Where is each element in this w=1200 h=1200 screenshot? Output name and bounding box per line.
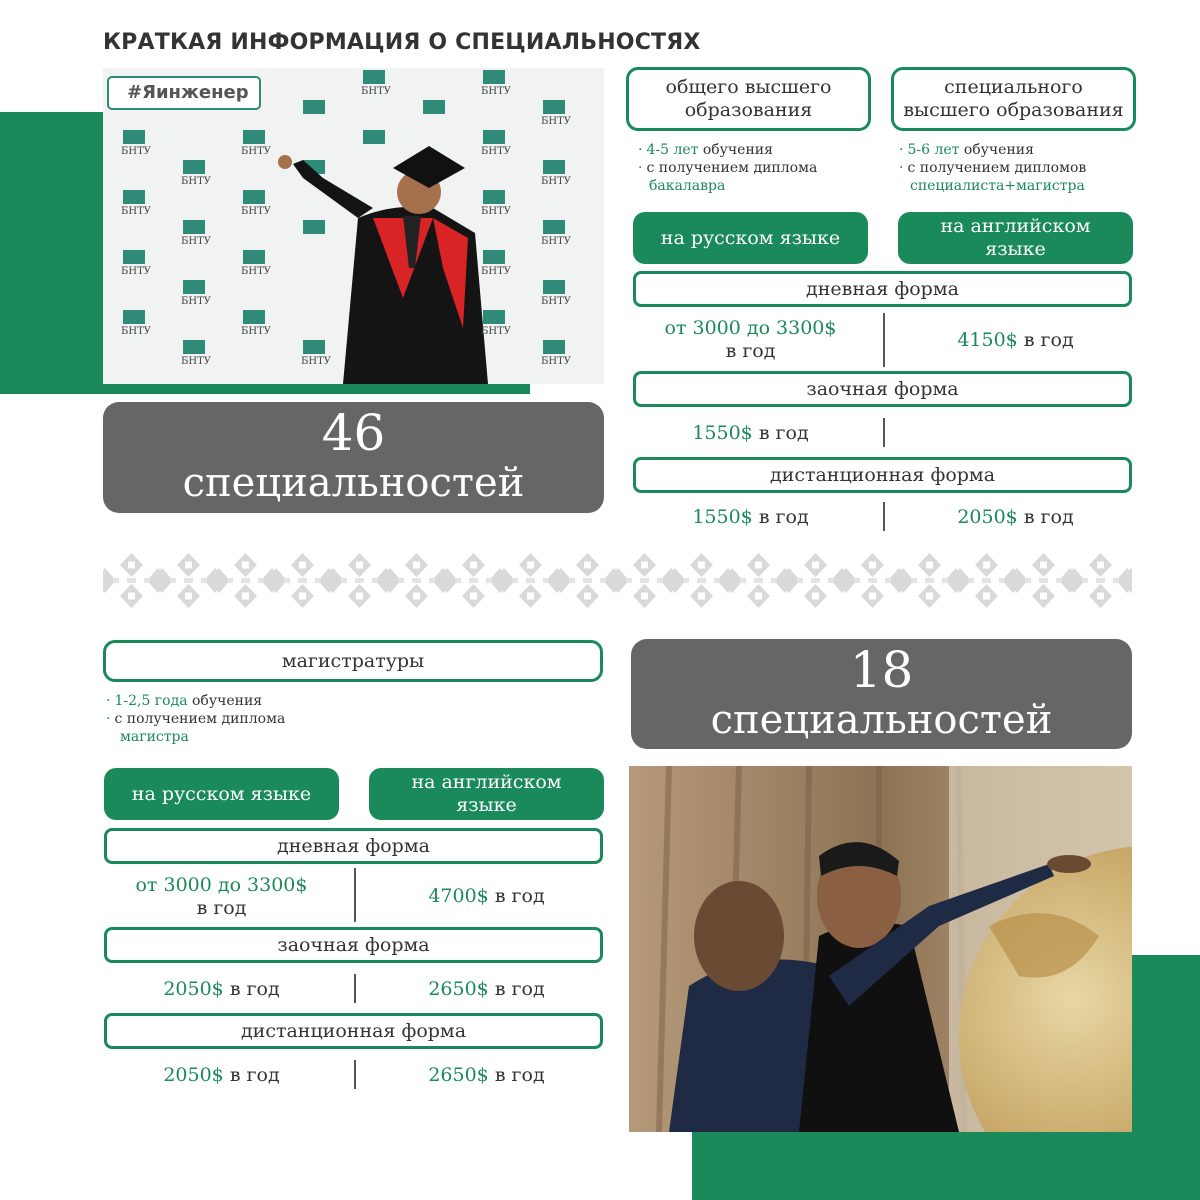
bntu-logo-text: БНТУ — [541, 116, 571, 127]
bntu-logo-text: БНТУ — [181, 176, 211, 187]
master-diploma-line — [106, 710, 406, 728]
bntu-logo-text: БНТУ — [121, 326, 151, 337]
decor-green-right — [1132, 955, 1200, 1200]
master-lang-en — [369, 768, 604, 820]
master-distance-ru-amount: 2050$ — [163, 1064, 224, 1086]
special-bullets — [899, 141, 1134, 196]
master-degree: магистра — [120, 729, 189, 746]
master-years: 1-2,5 года — [114, 693, 188, 709]
master-count: 18 — [849, 641, 914, 699]
master-distance-divider — [354, 1060, 356, 1089]
master-distance-en-suffix: в год — [488, 1064, 545, 1086]
bntu-logo-text: БНТУ — [361, 86, 391, 97]
master-extramural-ru-amount: 2050$ — [163, 978, 224, 1000]
bntu-logo-text: БНТУ — [481, 206, 511, 217]
master-day-ru-amount: от 3000 до 3300$ — [135, 874, 308, 896]
general-diploma: с получением диплома — [646, 160, 818, 177]
bntu-logo-text: БНТУ — [481, 146, 511, 157]
bntu-logo-text: БНТУ — [301, 356, 331, 367]
master-day-form-label: дневная форма — [277, 835, 430, 857]
students-globe-photo — [629, 766, 1132, 1132]
bachelor-day-ru-amount: от 3000 до 3300$ — [664, 317, 837, 339]
master-lang-en-label: на английском языке — [411, 771, 562, 816]
master-extramural-ru-price — [104, 978, 339, 1001]
bntu-logo-text: БНТУ — [481, 266, 511, 277]
bachelor-day-en-price — [898, 329, 1133, 352]
master-bullets — [106, 692, 406, 747]
bachelor-extramural-bar — [633, 371, 1132, 407]
bullet-dot-icon: · — [638, 160, 643, 177]
bullet-dot-icon: · — [106, 711, 111, 728]
bntu-logo-text: БНТУ — [481, 326, 511, 337]
master-years-suffix: обучения — [187, 693, 263, 709]
bntu-logo-text: БНТУ — [241, 206, 271, 217]
general-diploma-line — [638, 159, 873, 177]
special-degree: специалиста+магистра — [910, 178, 1085, 195]
bntu-logo-text: БНТУ — [541, 296, 571, 307]
general-higher-ed-label: общего высшего образования — [665, 76, 832, 121]
master-extramural-bar — [104, 927, 603, 963]
bachelor-lang-ru-label: на русском языке — [660, 226, 841, 249]
master-day-ru-price — [104, 874, 339, 920]
master-extramural-en-price — [369, 978, 604, 1001]
master-count-box — [631, 639, 1132, 749]
bullet-dot-icon: · — [638, 142, 643, 158]
bachelor-count-label: специальностей — [182, 460, 525, 506]
master-distance-ru-price — [104, 1064, 339, 1087]
bntu-logo-text: БНТУ — [241, 326, 271, 337]
special-years: 5-6 лет — [907, 142, 960, 158]
bachelor-distance-en-price — [898, 506, 1133, 529]
bachelor-distance-en-amount: 2050$ — [957, 506, 1018, 528]
graduate-photo — [103, 68, 604, 384]
bachelor-count-box — [103, 402, 604, 513]
master-extramural-en-suffix: в год — [488, 978, 545, 1000]
master-day-en-suffix: в год — [488, 885, 545, 907]
special-years-suffix: обучения — [959, 142, 1034, 158]
master-extramural-divider — [354, 974, 356, 1003]
master-count-label: специальностей — [710, 697, 1053, 743]
bachelor-count: 46 — [321, 404, 386, 462]
bachelor-distance-ru-suffix: в год — [752, 506, 809, 528]
bachelor-day-ru-price — [633, 317, 868, 363]
special-diploma-line — [899, 159, 1134, 177]
bachelor-extramural-ru-amount: 1550$ — [692, 422, 753, 444]
bachelor-distance-ru-price — [633, 506, 868, 529]
bachelor-extramural-label: заочная форма — [806, 378, 959, 400]
special-higher-ed-label: специального высшего образования — [903, 76, 1124, 121]
bntu-logo-text: БНТУ — [121, 206, 151, 217]
bntu-logo-text: БНТУ — [241, 146, 271, 157]
general-higher-ed-box — [626, 67, 871, 131]
decor-green-strip — [104, 384, 530, 394]
bntu-logo-text: БНТУ — [121, 266, 151, 277]
bullet-dot-icon: · — [106, 693, 111, 709]
bachelor-extramural-ru-suffix: в год — [752, 422, 809, 444]
bntu-logo-text: БНТУ — [541, 236, 571, 247]
bachelor-lang-en — [898, 212, 1133, 264]
bullet-dot-icon: · — [899, 160, 904, 177]
master-years-line — [106, 692, 406, 710]
bachelor-distance-en-suffix: в год — [1017, 506, 1074, 528]
special-years-line — [899, 141, 1134, 159]
general-years-line — [638, 141, 873, 159]
master-day-ru-suffix: в год — [196, 896, 247, 919]
bachelor-day-form-label: дневная форма — [806, 278, 959, 300]
bachelor-lang-ru — [633, 212, 868, 264]
master-extramural-label: заочная форма — [277, 934, 430, 956]
master-lang-ru-label: на русском языке — [131, 782, 312, 805]
bntu-logo-text: БНТУ — [181, 356, 211, 367]
master-box — [103, 640, 603, 682]
master-extramural-en-amount: 2650$ — [428, 978, 489, 1000]
general-years: 4-5 лет — [646, 142, 699, 158]
bullet-dot-icon: · — [899, 142, 904, 158]
master-distance-label: дистанционная форма — [240, 1020, 467, 1042]
master-extramural-ru-suffix: в год — [223, 978, 280, 1000]
bachelor-extramural-ru-price — [633, 422, 868, 445]
bachelor-day-divider — [883, 313, 885, 367]
master-lang-ru — [104, 768, 339, 820]
hashtag-label: #Яинженер — [127, 82, 249, 103]
page-title: КРАТКАЯ ИНФОРМАЦИЯ О СПЕЦИАЛЬНОСТЯХ — [103, 30, 701, 55]
master-label: магистратуры — [281, 649, 425, 672]
bntu-logo-text: БНТУ — [481, 86, 511, 97]
master-distance-en-price — [369, 1064, 604, 1087]
ornament-divider — [103, 551, 1132, 610]
general-degree: бакалавра — [649, 178, 726, 195]
bachelor-distance-label: дистанционная форма — [769, 464, 996, 486]
master-day-en-amount: 4700$ — [428, 885, 489, 907]
bachelor-distance-bar — [633, 457, 1132, 493]
general-years-suffix: обучения — [698, 142, 773, 158]
bachelor-day-en-suffix: в год — [1017, 329, 1074, 351]
general-bullets — [638, 141, 873, 196]
bntu-logo-text: БНТУ — [181, 236, 211, 247]
bachelor-day-en-amount: 4150$ — [957, 329, 1018, 351]
bachelor-distance-ru-amount: 1550$ — [692, 506, 753, 528]
bachelor-day-ru-suffix: в год — [725, 339, 776, 362]
bntu-logo-text: БНТУ — [541, 356, 571, 367]
bachelor-day-form-bar — [633, 271, 1132, 307]
bachelor-distance-divider — [883, 502, 885, 531]
bntu-logo-text: БНТУ — [121, 146, 151, 157]
bntu-logo-text: БНТУ — [181, 296, 211, 307]
master-day-divider — [354, 868, 356, 922]
decor-green-left — [0, 112, 104, 394]
master-distance-bar — [104, 1013, 603, 1049]
bntu-logo-text: БНТУ — [241, 266, 271, 277]
special-diploma: с получением дипломов — [907, 160, 1087, 177]
master-diploma: с получением диплома — [114, 711, 286, 728]
master-distance-ru-suffix: в год — [223, 1064, 280, 1086]
bntu-logo-text: БНТУ — [541, 176, 571, 187]
master-day-en-price — [369, 885, 604, 908]
bachelor-extramural-divider — [883, 418, 885, 447]
decor-green-bottom-right — [692, 1132, 1200, 1200]
master-day-form-bar — [104, 828, 603, 864]
master-distance-en-amount: 2650$ — [428, 1064, 489, 1086]
bachelor-lang-en-label: на английском языке — [940, 215, 1091, 260]
special-higher-ed-box — [891, 67, 1136, 131]
